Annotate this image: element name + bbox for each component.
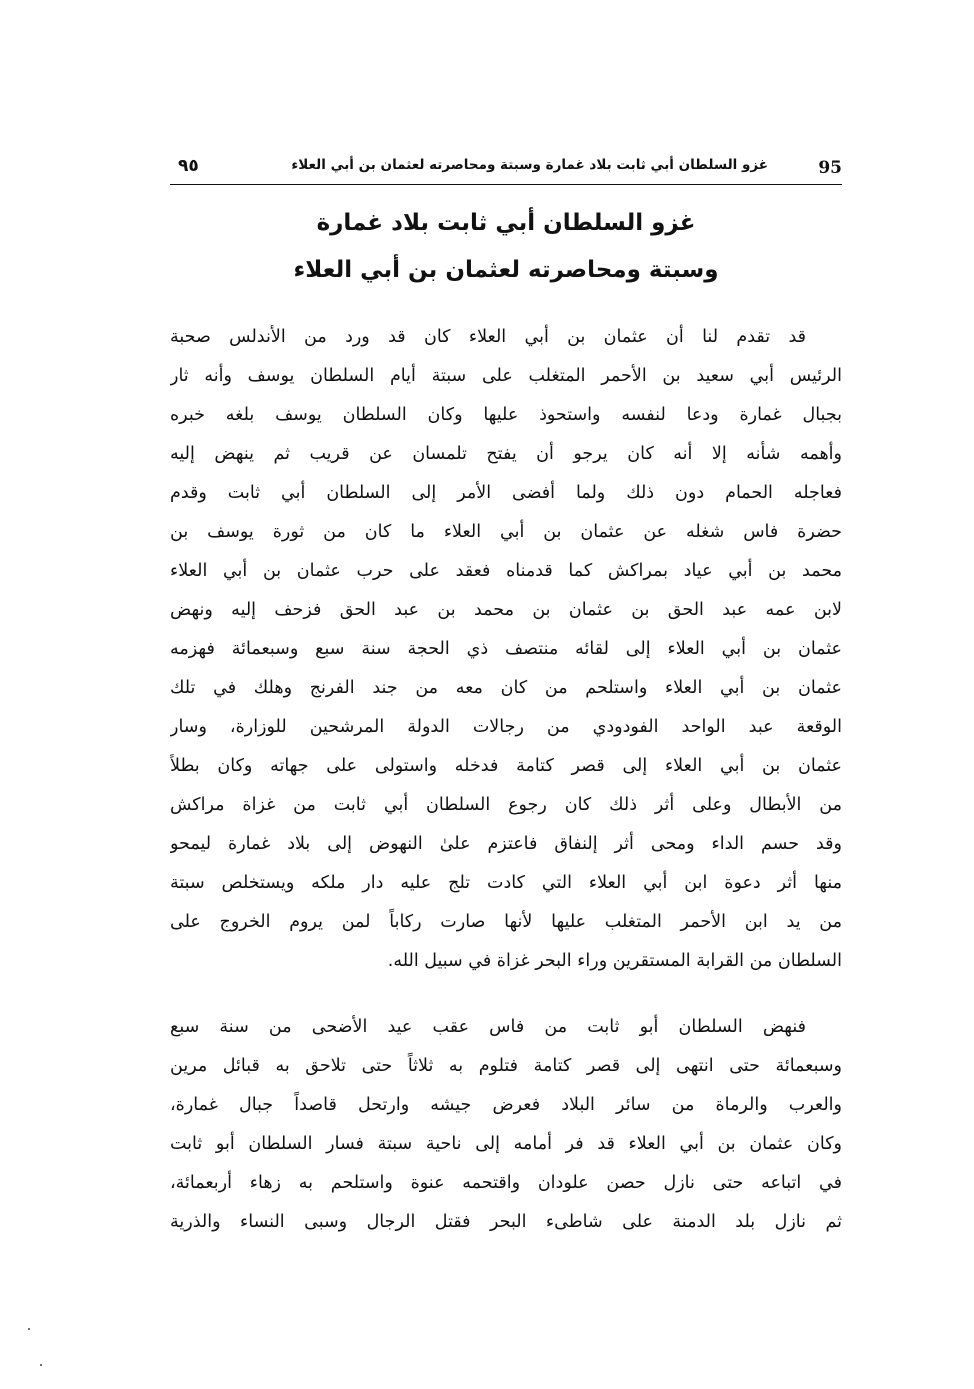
text-line: ثم نازل بلد الدمنة على شاطىء البحر فقتل الرجال وسبى النساء والذرية [170,1212,842,1232]
chapter-title-line-1: غزو السلطان أبي ثابت بلاد غمارة [316,210,696,236]
text-line: الرئيس أبي سعيد بن الأحمر المتغلب على سبتة أيام السلطان يوسف وأنه ثار [170,366,842,386]
text-line: قد تقدم لنا أن عثمان بن أبي العلاء كان قد ورد من الأندلس صحبة [170,327,806,347]
body-text [170,318,842,1242]
paragraph-1 [170,318,842,981]
text-line: محمد بن أبي عياد بمراكش كما قدمناه فعقد على حرب عثمان بن أبي العلاء [170,561,842,581]
text-line: من الأبطال وعلى أثر ذلك كان رجوع السلطان أبي ثابت من غزاة مراكش [170,795,842,815]
text-line: فعاجله الحمام دون ذلك ولما أفضى الأمر إلى السلطان أبي ثابت وقدم [170,483,842,503]
text-line: والعرب والرماة من سائر البلاد فعرض جيشه وارتحل قاصداً جبال غمارة، [170,1095,842,1115]
text-line: وقد حسم الداء ومحى أثر إلنفاق فاعتزم علىٰ النهوض إلى بلاد غمارة ليمحو [170,834,842,854]
text-line: وكان عثمان بن أبي العلاء قد فر أمامه إلى ناحية سبتة فسار السلطان أبو ثابت [170,1134,842,1154]
chapter-title [170,200,842,294]
chapter-title-line-2: وسبتة ومحاصرته لعثمان بن أبي العلاء [293,257,719,283]
text-line: السلطان من القرابة المستقرين وراء البحر غزاة في سبيل الله. [387,951,842,971]
page-number-arabic: ٩٥ [178,156,199,176]
text-line: عثمان بن أبي العلاء واستلحم من كان معه من جند الفرنج وهلك في تلك [170,678,842,698]
running-title: غزو السلطان أبي ثابت بلاد غمارة وسبتة ومحاصرته لعثمان بن أبي العلاء [291,157,768,173]
text-line: من يد ابن الأحمر المتغلب عليها لأنها صارت ركاباً لمن يروم الخروج على [170,912,842,932]
text-line: وسبعمائة حتى انتهى إلى قصر كتامة فتلوم به ثلاثاً حتى تلاحق به قبائل مرين [170,1056,842,1076]
text-line: عثمان بن أبي العلاء إلى لقائه منتصف ذي الحجة سنة سبع وسبعمائة فهزمه [170,639,842,659]
page-number-latin: 95 [818,158,842,178]
text-line: الوقعة عبد الواحد الفودودي من رجالات الدولة المرشحين للوزارة، وسار [170,717,842,737]
text-line: وأهمه شأنه إلا أنه كان يرجو أن يفتح تلمسان عن قريب ثم ينهض إليه [170,444,842,464]
text-line: في اتباعه حتى نازل حصن علودان واقتحمه عنوة واستلحم به زهاء أربعمائة، [170,1173,842,1193]
text-line: منها أثر دعوة ابن أبي العلاء التي كادت تلج عليه دار ملكه ويستخلص سبتة [170,873,842,893]
text-line: فنهض السلطان أبو ثابت من فاس عقب عيد الأضحى من سنة سبع [170,1017,806,1037]
text-line: حضرة فاس شغله عن عثمان بن أبي العلاء ما كان من ثورة يوسف بن [170,522,842,542]
scan-speck [28,1328,30,1330]
text-line: عثمان بن أبي العلاء إلى قصر كتامة فدخله واستولى على جهاته وكان بطلاً [170,756,842,776]
scan-speck [40,1364,42,1366]
text-line: بجبال غمارة ودعا لنفسه واستحوذ عليها وكان السلطان يوسف بلغه خبره [170,405,842,425]
paragraph-2 [170,1008,842,1242]
text-line: لابن عمه عبد الحق بن عثمان بن محمد بن عبد الحق فزحف إليه ونهض [170,600,842,620]
running-header [170,150,842,185]
